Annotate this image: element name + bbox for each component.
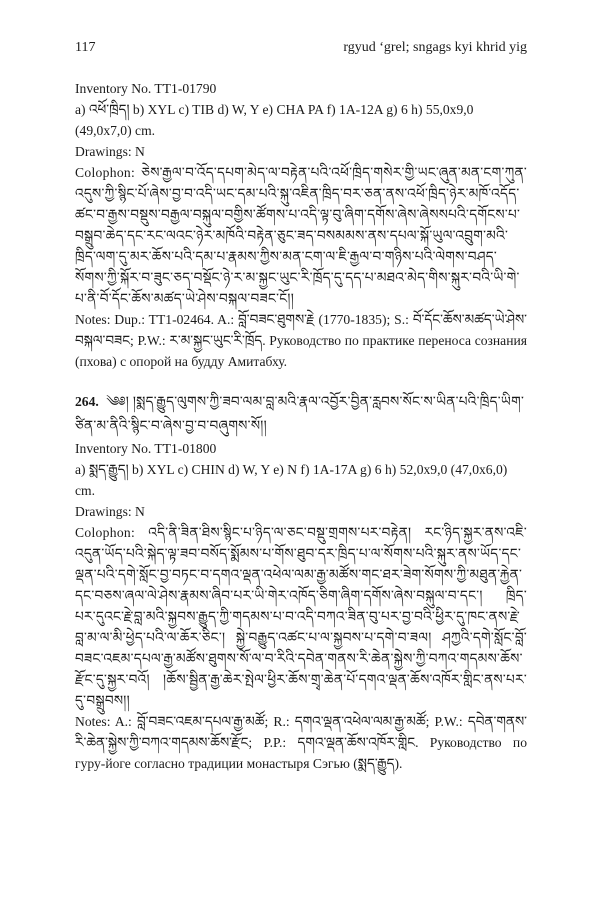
- colophon-text: འདི་ནི་ཟིན་ཐིས་སྙིང་པ་ཉིད་ལ་ཅང་བསྡུ་གྲགས་པར་བརྟེན། རང་ཉིད་སྐྱར་ནས་འཇི་འདུན་ཡོད་པའི་སྐེད་ལྟ་ཟབ་བསོད་སྨོམས་པ་གོས་ཐུབ་དར་ཁྲིད་པ་ལ་སོགས་པའི་སྐུར་ནས་ཡོད་དང་ལྡན་པའི་དགེ་སློང་བྱ་བཏང་བ་དགའ་ལྡན་འཕེལ་ལམ་རྒྱ་མཚོས་གང་ཐར་ཟེག་སོགས་ཀྱི་མཐུན་རྐྱེན་དང་བཅས་ཞལ་ལེ་ཤེས་རྣམས་ཞིབ་པར་ཡི་གེར་འཁོད་ཅིག་ཞིག་དགོས་ཞེས་བསྐུལ་བ་དང་། ཁྲིད་པར་དུའང་རྗེ་བླ་མའི་སྐྱབས་རྒྱུད་ཀྱི་གདམས་པ་བ་འདི་བཀའ་ཟིན་བུ་པར་བྱ་བའི་ཕྱིར་དུ་ཁང་ནས་རྗེ་བླ་མ་ལ་མི་ཕྱེད་པའི་ལ་ཆོར་ཅིང་། སྐྱེ་བརྒྱུད་འཚང་པ་ལ་སྐྱབས་པ་དགེ་བ་ཟལ། ཤཀྱའི་དགེ་སློང་བློ་བཟང་འཇམ་དཔལ་རྒྱ་མཚོས་ཐུགས་སོ་ལ་བ་རིའི་དབེན་གནས་རི་ཆེན་སྐྱེས་ཀྱི་བཀའ་གདམས་ཆོས་རྫོང་དུ་སྐྱར་བའོ། །ཆོས་སྦྱིན་རྒྱ་ཆེར་སྤེལ་ཕྱིར་ཆོས་གྲྭ་ཆེན་པོ་དགའ་ལྡན་ཆོས་འཁོར་གླིང་ནས་པར་དུ་བསྒྲུབས།།: [75, 525, 528, 708]
- catalog-line-cont: cm.: [75, 483, 96, 498]
- entry-heading: [75, 390, 527, 438]
- inventory-number: Inventory No. TT1-01800: [75, 441, 217, 456]
- catalog-line: a) འཕོ་ཁྲིད། b) XYL c) TIB d) W, Y e) CHA PA f) 1A-12A g) 6 h) 55,0x9,0: [75, 102, 474, 117]
- drawings: Drawings: N: [75, 144, 145, 159]
- notes: Notes: A.: བློ་བཟང་འཇམ་དཔལ་རྒྱ་མཚོ; R.: དགའ་ལྡན་འཕེལ་ལམ་རྒྱ་མཚོ; P.W.: དབེན་གནས་རི་ཆེན་སྐྱེས་ཀྱི་བཀའ་གདམས་ཆོས་རྫོང; P.P.: དགའ་ལྡན་ཆོས་འཁོར་གླིང. Руководство по гуру-йоге согласно традиции монастыря Сэгью (སྨད་རྒྱུད).: [75, 714, 527, 771]
- running-header: [75, 40, 527, 70]
- entry-number: 264.: [75, 394, 99, 409]
- inventory-number: Inventory No. TT1-01790: [75, 81, 217, 96]
- colophon-label: Colophon:: [75, 165, 136, 180]
- colophon-label: Colophon:: [75, 525, 136, 540]
- colophon-text: ཅེས་རྒྱལ་བ་འོད་དཔག་མེད་ལ་བརྟེན་པའི་འཕོ་ཁྲིད་གསེར་གྱི་ཡང་ཞུན་མན་ངག་ཀུན་འདུས་ཀྱི་སྙིང་པོ་ཞེས་བྱ་བ་འདི་ཡང་དམ་པའི་སྐུ་འཇིན་ཁྲིད་བར་ཅན་ནས་འཕོ་ཁྲིད་ཉེར་མཁོ་འདོད་ཚང་བ་རྒྱས་བསྡུས་བརྒྱལ་བསྐུལ་བགྱིས་ཚོགས་པ་འདི་ལྟ་བུ་ཞིག་དགོས་ཞེས་ཞེསསཔའི་དགོངས་པ་བསྒྲུབ་ཆེད་དང་རང་ལའང་ཉེར་མཁོའི་བརྟེན་ཅུང་ཟད་བསམམས་ནས་དཔལ་སྐོ་ཡུལ་འབྲུག་མའི་ཁྲིད་ལག་དུ་མར་ཆོས་པའི་དམ་པ་རྣམས་ཀྱིས་མན་ངག་ལ་ཇི་རྒྱལ་བ་གཉིས་པའི་ལེགས་བཤད་སོགས་ཀྱི་སྐོར་བ་ཟུང་ཅད་བསྡོང་ཉེ་ར་མ་སྐྱང་ཡུང་རི་ཁྲོད་དུ་དད་པ་མཐའ་མེད་གིས་སྐུར་བའི་ཡི་གེ་པ་ནི་བོ་དོང་ཆོས་མཚད་ཡེ་ཤེས་བསྐལ་བཟང་ངོ།།: [75, 165, 527, 306]
- notes: Notes: Dup.: TT1-02464. A.: བློ་བཟང་ཐུགས་རྗེ (1770-1835); S.: བོ་དོང་ཆོས་མཚད་ཡེ་ཤེས་བསྐལ་བཟང; P.W.: ར་མ་སྐྱང་ཡུང་རི་ཁྲོད. Руководство по практике переноса сознания (пхова) с опорой на будду Амитабху.: [75, 312, 527, 369]
- colophon: [75, 522, 527, 711]
- catalog-line: a) སྨད་རྒྱུད། b) XYL c) CHIN d) W, Y e) N f) 1A-17A g) 6 h) 52,0x9,0 (47,0x6,0): [75, 462, 508, 477]
- drawings: Drawings: N: [75, 504, 145, 519]
- catalog-entry-2: [75, 390, 527, 774]
- page: [75, 40, 527, 774]
- running-title: rgyud ‘grel; sngags kyi khrid yig: [343, 40, 527, 55]
- entry-title: ༄༅། །སྨད་རྒྱུད་ལུགས་ཀྱི་ཟབ་ལམ་བླ་མའི་རྣལ་འབྱོར་བྱིན་རླབས་སོང་ས་ཡིན་པའི་ཁྲིད་ཡིག་ཙིན་མ་ནིའི་སྙིང་བ་ཞེས་བྱ་བ་བཞུགས་སོ།།: [75, 394, 525, 433]
- catalog-line-cont: (49,0x7,0) cm.: [75, 123, 156, 138]
- catalog-entry-1: [75, 78, 527, 372]
- colophon: [75, 162, 527, 309]
- page-number: 117: [75, 40, 96, 55]
